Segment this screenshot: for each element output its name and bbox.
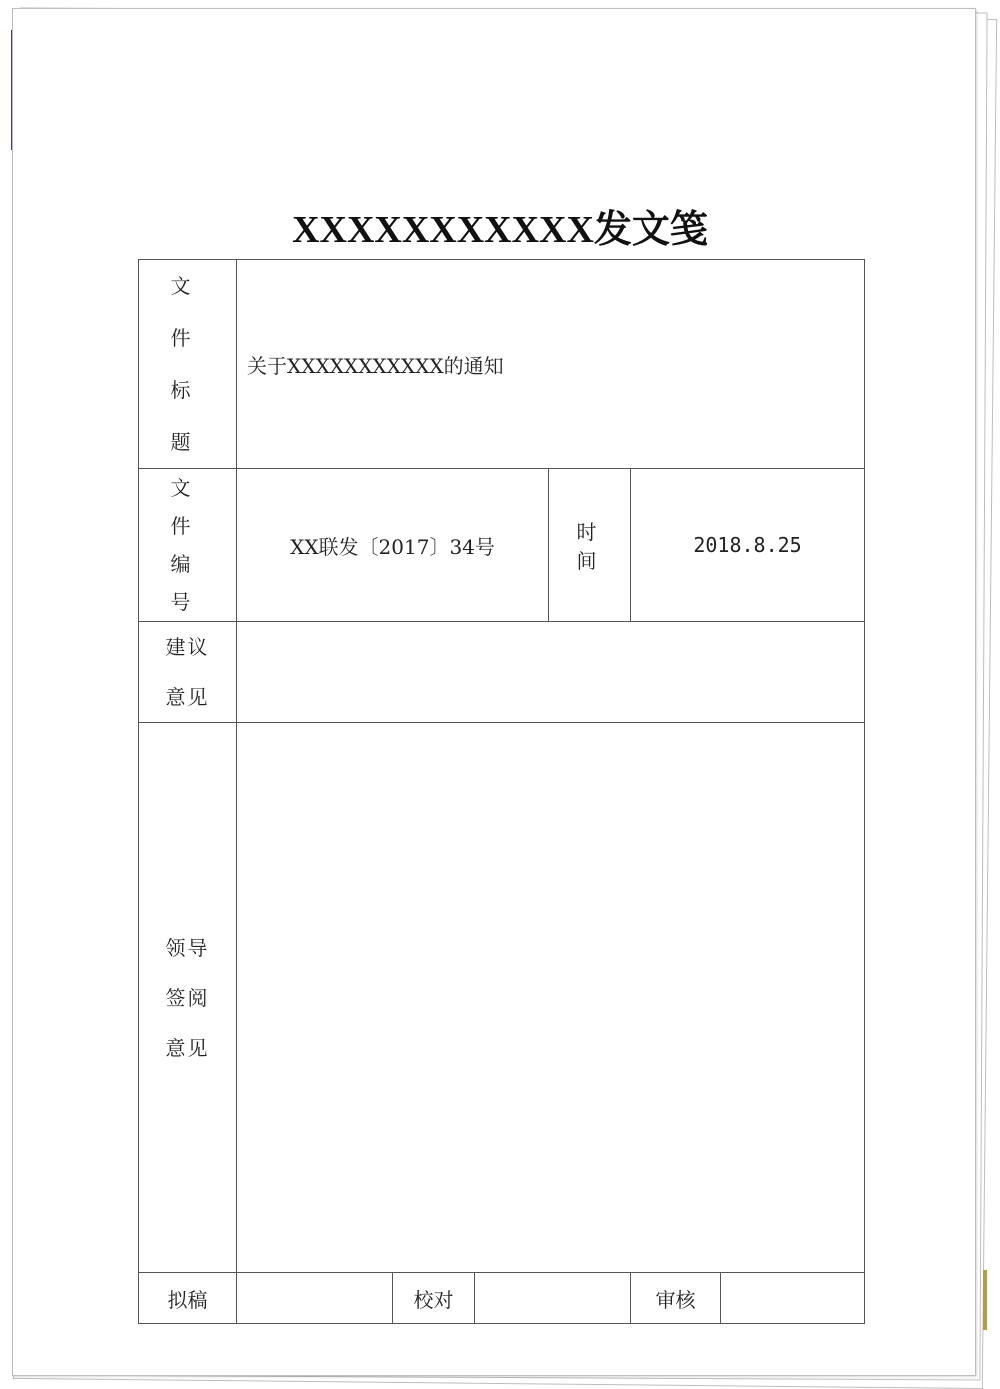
time-value[interactable]: 2018.8.25 [631,469,865,622]
doc-number-row [139,469,865,622]
review-value[interactable] [721,1273,865,1324]
doc-title-label-line2: 标题 [170,378,217,454]
doc-title-row [139,260,865,469]
suggestion-label-cell [139,622,237,723]
suggestion-label-line1: 建议 [165,635,210,659]
doc-number-value[interactable]: XX联发〔2017〕34号 [237,469,549,622]
leader-review-row [139,723,865,1273]
doc-number-label-line2: 编号 [170,552,217,614]
time-label: 时间 [549,469,631,622]
leader-review-value[interactable] [237,723,865,1273]
draft-value[interactable] [237,1273,393,1324]
suggestion-value[interactable] [237,622,865,723]
proofread-label: 校对 [393,1273,475,1324]
doc-title-value[interactable]: 关于XXXXXXXXXXX的通知 [237,260,865,469]
draft-label: 拟稿 [139,1273,237,1324]
doc-title-label-cell [139,260,237,469]
footer-row [139,1273,865,1324]
document-title: XXXXXXXXXXX发文笺 [292,209,708,251]
proofread-value[interactable] [475,1273,631,1324]
leader-review-label-line2: 签阅 [165,985,210,1010]
leader-review-label-line3: 意见 [165,1035,210,1060]
suggestion-label-line2: 意见 [165,685,210,709]
paper-edge-accent [983,1270,987,1330]
doc-number-label-cell [139,469,237,622]
leader-review-label-cell [139,723,237,1273]
dispatch-form-table [138,259,865,1324]
review-label: 审核 [631,1273,721,1324]
doc-title-label-line1: 文件 [170,274,217,350]
leader-review-label-line1: 领导 [165,935,210,960]
doc-number-label-line1: 文件 [170,476,217,538]
suggestion-row [139,622,865,723]
